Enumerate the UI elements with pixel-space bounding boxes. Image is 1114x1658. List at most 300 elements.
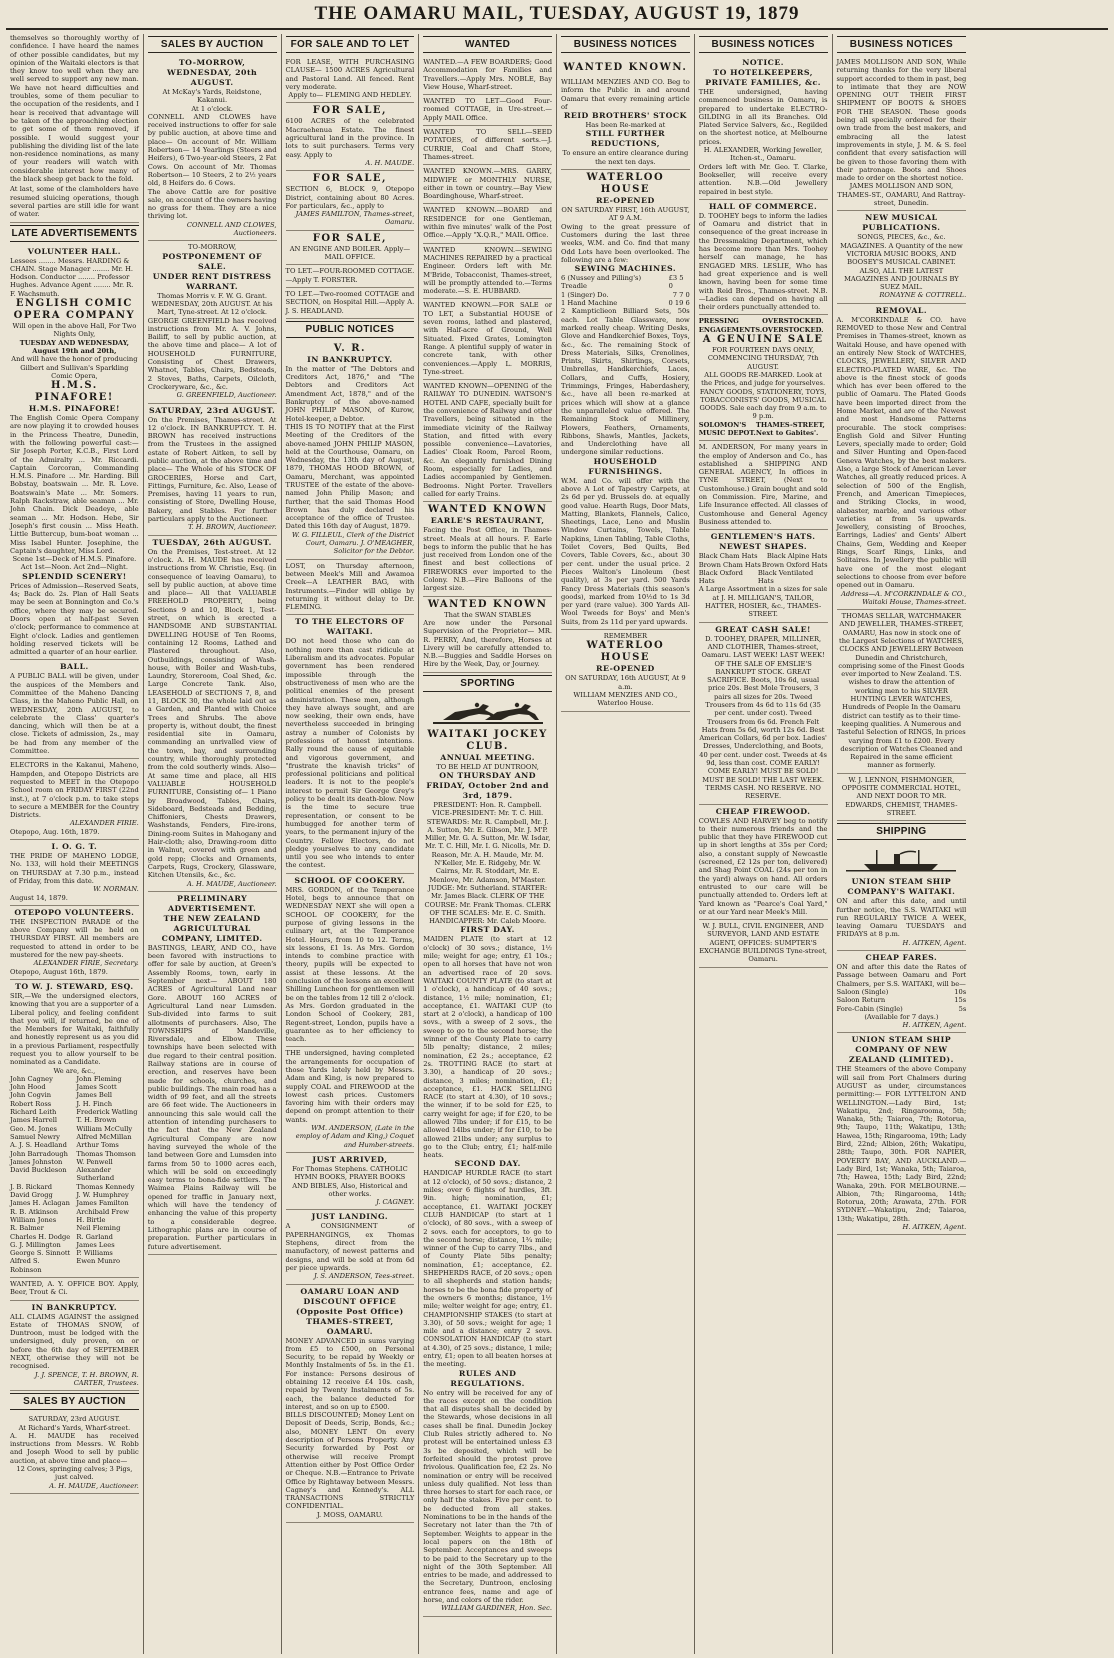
price-row-label: 6 (Nussey and Pilling's) Treadle bbox=[561, 274, 642, 291]
ad-text: TUESDAY AND WEDNESDAY, August 19th and 20th, bbox=[19, 338, 129, 355]
price-row bbox=[561, 291, 690, 299]
ad-text: THE PRIDE OF MAHENO LODGE, No. 133, will hold their MEETINGS on THURSDAY at 7.30 p.m., instead of Friday, from this date. bbox=[10, 852, 139, 885]
ad-wanted: WANTED.—A FEW BOARDERS; Good Accommodation for Families and Travellers.—Apply Mrs. NOBLE, Bay View House, Wharf-street. bbox=[423, 56, 552, 95]
signer-name: W. Penwell bbox=[76, 1157, 113, 1166]
ad-auction bbox=[10, 1413, 139, 1494]
ad-title: VOLUNTEER HALL. bbox=[27, 246, 121, 256]
ad-date: Otepopo, August 16th, 1879. bbox=[10, 967, 108, 976]
signer-name: Richard Leith bbox=[10, 1108, 57, 1117]
ad-text: W. J. LENNON, FISHMONGER, OPPOSITE COMMERCIAL HOTEL, AND NEXT DOOR TO MR. EDWARDS, CHEMIST, THAMES-STREET. bbox=[841, 775, 961, 817]
ad-bankruptcy-notice bbox=[286, 341, 415, 560]
signer-name: Frederick Watling bbox=[76, 1108, 138, 1117]
ad-signature: CONNELL AND CLOWES, Auctioneers. bbox=[186, 220, 277, 238]
ad-text: THE undersigned, having completed the arrangements for occupation of those Yards lately held by Messrs. Adam and King, is now prepared to supply COAL and FIREWOOD at the lowest cash prices. Customers favoring him with their orders may depend on prompt attention to their wants. bbox=[285, 1049, 415, 1124]
ad-title: NOTICE. bbox=[742, 58, 784, 67]
price-row bbox=[561, 299, 690, 307]
ad-title: CHEAP FARES. bbox=[865, 953, 938, 963]
ad-title: WATERLOO HOUSE bbox=[586, 172, 665, 196]
section-heading: SALES BY AUCTION bbox=[148, 36, 277, 53]
ad-signature: J. S. ANDERSON, Tees-street. bbox=[313, 1272, 415, 1281]
section-heading: BUSINESS NOTICES bbox=[699, 36, 828, 53]
ad-text: ALL GOODS RE-MARKED. Look at the Prices, and judge for yourselves. FANCY GOODS, STATIONERY, TOYS, TOBACCONISTS' GOODS, MUSICAL GOODS. Sale each day from 9 a.m. to 9 p.m. bbox=[699, 370, 827, 421]
ad-cookery bbox=[286, 874, 415, 1048]
signer-name: William McCully bbox=[76, 1124, 133, 1133]
ad-title: ENGLISH COMIC OPERA COMPANY bbox=[13, 298, 136, 322]
ad-text: THE Steamers of the above Company will sail from Port Chalmers during AUGUST as under, circumstances permitting:— FOR LYTTELTON AND WELLINGTON.—Lady Bird, 1st; Wakatipu, 2nd; Ringarooma, 5th; Wanaka, 5th; Taiaroa, 7th; Rotorua, 9th; Taupo, 11th; Wakatipu, 13th; Hawea, 15th; Ringarooma, 19th; Lady Bird, 22nd; Albion, 26th; Wakatipu, 28th; Taupo, 30th. FOR NAPIER, POVERTY BAY, AND AUCKLAND.—Lady Bird, 1st; Wanaka, 5th; Taiaroa, 7th; Hawea, 15th; Lady Bird, 22nd; Wanaka, 29th. FOR MELBOURNE.—Albion, 7th; Ringarooma, 14th; Rotorua, 20th; Arawata, 27th. FOR SYDNEY.—Wakatipu, 2nd; Taiaroa, 13th; Wakatipu, 28th. bbox=[836, 1065, 967, 1223]
ad-text: DO not heed those who can do nothing more than cast ridicule at Liberalism and its advocates. Popular government has been rendered impossible through the obstructiveness of men who are the political enemies of the present administration. These men, although they have always sought, and are now seeking, their own ends, have nevertheless succeeded in bringing astray a number of Colonists by professions of honest intentions. Rally round the cause of equitable and vigorous government, and "frustrate the knavish tricks" of professional politicians and political leaders. It is not to the people's interest to permit Sir George Grey's policy to be dealt its death-blow. Now is the time to secure true representation, or consent to be humbugged for another term of years, to the permanent injury of the Country. Fellow Electors, do not pledge yourselves to any candidate until you see who intends to enter the contest. bbox=[285, 637, 415, 870]
signer-name: Alfred McMillan bbox=[76, 1132, 132, 1141]
ad-title: TO W. J. STEWARD, ESQ. bbox=[15, 981, 134, 991]
ad-signature: RONAYNE & COTTRELL. bbox=[879, 291, 967, 300]
ad-electors bbox=[10, 759, 139, 840]
hat-row-label: Black Cham Hats bbox=[698, 552, 758, 561]
ad-title: OAMARU LOAN AND DISCOUNT OFFICE (Opposite Post Office) THAMES-STREET, OAMARU. bbox=[296, 1286, 404, 1336]
ad-title: PRELIMINARY ADVERTISEMENT. bbox=[168, 893, 257, 913]
ad-title: WANTED KNOWN bbox=[427, 598, 548, 610]
section-heading: LATE ADVERTISEMENTS bbox=[10, 225, 139, 242]
ad-text: JAMES MOLLISON AND SON, While returning thanks for the very liberal support accorded to them in past, beg to intimate that they are NOW OPENING OUT THEIR FIRST SHIPMENT OF BOOTS & SHOES FOR THE SEASON. These goods being all specially ordered for their own trade from the best makers, and embracing all the latest improvements in style, J. M. & S. feel confident that every satisfaction will be given to those favoring them with their patronage. Boots and Shoes made to order on the shortest notice. bbox=[836, 58, 967, 183]
ad-text: The English Comic Opera Company are now playing it to crowded houses in the Princess Theatre, Dunedin, with the following powerful cast:— Sir Joseph Porter, K.C.B., First Lord of the Admiralty ... Mr. Riccardi. Captain Corcoran, Commanding H.M.S. Pinafore ... Mr. Harding. Bill Bobstay, boatswain ... Mr. R. Love. Boatswain's Mate ... Mr. Somers. Ralph Rackstraw, able seaman ... Mr. John Chain. Dick Deadeye, able seaman ... Mr. Hodson. Hebe, Sir Joseph's first cousin ... Miss Heath. Little Buttercup, bum-boat woman ... Miss Isabel Hunter. Josephine, the Captain's daughter, Miss Lord. bbox=[10, 414, 139, 555]
ad-title: HOUSEHOLD FURNISHINGS. bbox=[588, 456, 663, 476]
ad-date: Otepopo, Aug. 16th, 1879. bbox=[10, 827, 100, 836]
ad-text: Owing to the great pressure of Customers during the last three weeks, W.M. and Co. find that many Odd Lots have been overlooked. The following are a few: bbox=[561, 222, 690, 264]
ad-signature: W. G. FILLEUL, Clerk of the District Court, Oamaru. J. O'MEAGHER, Solicitor for the Debtor. bbox=[291, 530, 415, 556]
signer-name: Charles H. Dodge bbox=[10, 1232, 71, 1241]
signer-name: John Hood bbox=[10, 1083, 46, 1092]
ad-signature: J. MOSS, OAMARU. bbox=[316, 1510, 383, 1519]
signer-name: David Grogg bbox=[10, 1191, 53, 1200]
signer-name: Archibald Frew bbox=[76, 1207, 129, 1216]
section-heading: FOR SALE AND TO LET bbox=[286, 36, 415, 53]
signer-name: Samuel Newry bbox=[10, 1132, 60, 1141]
hat-row-label: Brown Cham Hats bbox=[698, 560, 761, 569]
price-row-value: 0 19 6 bbox=[668, 299, 690, 308]
ad-text: On the Premises, Thames-street. At 12 o'clock. IN BANKRUPTCY. T. H. BROWN has received instructions from the Trustees in the assigned estate of Robert Aitken, to sell by public auction, at the above time and place— The Whole of his STOCK OF GROCERIES, Horse and Cart, Fittings, Furniture, &c. Also, Lease of Premises, having 11 years to run, consisting of Store, Dwelling House, Bakery, and Stables. For further particulars apply to the Auctioneer. bbox=[147, 415, 277, 524]
ad-waitaki-steamer bbox=[837, 843, 967, 951]
ad-text: LOST, on Thursday afternoon, between Meek's Mill and Awamoa Creek—A LEATHER BAG, with Instruments.—Finder will oblige by returning it without delay to Dr. FLEMING. bbox=[285, 561, 415, 612]
ad-title: SATURDAY, 23rd AUGUST. bbox=[148, 405, 276, 415]
ad-title: RULES AND REGULATIONS. bbox=[450, 1368, 525, 1388]
ad-title: NEWEST SHAPES. bbox=[719, 542, 808, 552]
hat-row-value: Brown Oxford Hats bbox=[761, 560, 828, 569]
ad-signature: J. J. SPENCE, T. H. BROWN, R. CARTER, Trustees. bbox=[34, 1370, 139, 1387]
ad-text: A CONSIGNMENT of PAPERHANGINGS, ex Thomas Stephens, direct from the manufactory, of newest patterns and designs, and will be sold at from 6d per piece upwards. bbox=[285, 1222, 415, 1272]
ad-signature: JAMES MOLLISON AND SON, THAMES-ST., OAMARU, And Rattray-street, Dunedin. bbox=[837, 182, 966, 208]
section-heading: BUSINESS NOTICES bbox=[837, 36, 967, 53]
ad-volunteer-hall bbox=[10, 245, 139, 661]
ad-text: CONNELL AND CLOWES have received instructions to offer for sale by public auction, at above time and place— On account of Mr. William Robertson— 14 Yearlings (Steers and Heifers), 6 Two-year-old Steers, 2 Fat Cows. On account of Mr. Thomas Robertson— 10 Steers, 2 to 2½ years old, 8 Heifers do. 6 Cows. bbox=[147, 112, 277, 188]
ad-text: SIR,—We the undersigned electors, knowing that you are a supporter of a Liberal policy, and feeling confident that you will, if returned, be one of the Members for Waitaki, faithfully and honestly represent us as you did in a previous Parliament, respectfully request you to allow yourself to be nominated as a Candidate. bbox=[10, 991, 139, 1067]
ad-title: RE-OPENED bbox=[596, 196, 655, 206]
ad-text: Facing the Post Office, in Thames-street. Meals at all hours. F. Earle begs to inform the public that he has just received from London one of the finest and best collections of FIREWORKS ever imported to the Colony. N.B.—Fire Balloons of the largest size. bbox=[423, 526, 552, 593]
ad-text: ON and after this date the Rates of Passage between Oamaru and Port Chalmers, per S.S. WAITAKI, will be— bbox=[836, 963, 967, 988]
signer-name: A. J. S. Headland bbox=[10, 1141, 67, 1150]
ad-title: IN BANKRUPTCY. bbox=[307, 354, 393, 364]
ad-great-cash-sale bbox=[699, 623, 828, 805]
hat-row bbox=[699, 569, 828, 586]
fare-row bbox=[837, 996, 967, 1004]
masthead: THE OAMARU MAIL, TUESDAY, AUGUST 19, 1879 bbox=[6, 0, 1108, 30]
ad-wanted: WANTED TO LET—Good Four-roomed COTTAGE, in Ure-street.—Apply MAIL Office. bbox=[423, 95, 552, 126]
signer-name: William Jones bbox=[10, 1215, 57, 1224]
ad-text: D. TOOHEY begs to inform the ladies of Oamaru and district that in consequence of the great increase in the Dressmaking Department, which has become more than Mrs. Toohey herself can manage, he has ENGAGED MRS. LESLIE, Who has had great experience and is well known, having been for some time with Reid Bros., Thames-street. N.B.—Ladies can depend on having all their orders punctually attended to. bbox=[698, 211, 828, 312]
ad-text: COWLES AND HARVEY beg to notify to their numerous friends and the public that they have FIREWOOD cut up in short lengths at 35s per Cord; also, a constant supply of Newcastle (screened, £2 12s per ton, delivered) and Shag Point COAL (24s per ton in the yard) always on hand. All orders entrusted to our care will be punctually attended to. Orders left at Yard known as "Pearce's Coal Yard," or at our Yard near Meek's Mill. bbox=[698, 816, 828, 916]
ad-volunteers bbox=[10, 906, 139, 980]
ad-text: TO LET.—FOUR-ROOMED COTTAGE. —Apply T. FORSTER. bbox=[285, 267, 415, 284]
ad-to-let-1 bbox=[286, 265, 415, 288]
ad-date: TO-MORROW, bbox=[188, 243, 237, 252]
ad-wanted-boy bbox=[10, 1278, 139, 1301]
signer-name: R. Balmer bbox=[10, 1224, 44, 1233]
ad-signature: Apply to— FLEMING AND HEDLEY. bbox=[288, 91, 412, 100]
ad-text: TO LET.—Two-roomed COTTAGE and SECTION, on Hospital Hill.—Apply A. J. S. HEADLAND. bbox=[285, 289, 415, 315]
ad-title: JUST ARRIVED, bbox=[312, 1154, 388, 1164]
ad-waterloo-house bbox=[561, 170, 690, 630]
ad-signature: T. H. BROWN, Auctioneer. bbox=[188, 523, 277, 532]
fare-list bbox=[837, 988, 967, 1013]
signer-name: J. B. Rickard bbox=[10, 1182, 53, 1191]
signer-name: Thomas Kennedy bbox=[76, 1182, 135, 1191]
hat-row-value: Black Alpine Hats bbox=[766, 552, 828, 561]
ad-title: A GENUINE SALE bbox=[702, 334, 824, 346]
ad-title: SECOND DAY. bbox=[454, 1159, 521, 1169]
ad-text: We are, &c., bbox=[53, 1066, 96, 1075]
signer-name: Robert Ross bbox=[10, 1099, 52, 1108]
ad-title: STILL FURTHER REDUCTIONS, bbox=[585, 129, 666, 149]
signer-name: J. H. Finch bbox=[76, 1099, 113, 1108]
ad-text: MAIDEN PLATE (to start at 12 o'clock) of 30 sovs.; distance, 1½ mile; weight for age; entry, £1 10s.; open to all horses that have not won an advertised race of 20 sovs. WAITAKI COUNTY PLATE (to start at 1 o'clock), a handicap of 40 sovs.; distance, 1½ mile; nomination, £1; acceptance, £1. WAITAKI CUP (to start at 2 o'clock), a handicap of 100 sovs., with a sweep of 2 sovs., the sweep to go to the second horse; the winner of the County Plate to carry 5lb penalty; distance, 2 miles; nomination, £2 2s.; acceptance, £2 2s. TROTTING RACE (to start at 3.30), a handicap of 20 sovs.; distance, 3 miles; nomination, £1; acceptance, £1. HACK SELLING RACE (to start at 4.30), of 10 sovs.; the winner, if to be sold for £25, to carry weight for age; if for £20, to be allowed 7lbs under; if for £15, to be allowed 14lbs under; if for £10, to be allowed 21lbs under; any surplus to go to the Club; entry, £1; half-mile heats. bbox=[423, 935, 552, 1160]
ad-loan-office bbox=[286, 1285, 415, 1524]
article-text: At last, some of the clamholders have resumed sluicing operations, though several parties are still idle for want of water. bbox=[10, 183, 139, 222]
fare-row-label: Fore-Cabin (Single) bbox=[836, 1004, 903, 1013]
ad-title: FOR SALE, bbox=[312, 173, 387, 185]
ad-title: OTEPOPO VOLUNTEERS. bbox=[14, 907, 135, 917]
price-row-label: 1 Hand Machine bbox=[561, 299, 618, 308]
signer-name: Alfred S. Robinson bbox=[10, 1257, 42, 1274]
signer-name: P. Williams bbox=[76, 1249, 113, 1258]
article-text: themselves so thoroughly worthy of confidence. I have heard the names of other possible candidates, but my opinion of the Waitaki electors is that they know too well when they are well served to support any new man. We have not heard difficulties and troubles, some of them peculiar to the occupation of the residents, and I hear is received that advantage will be taken of the approaching election to get some of them removed, if possible. I would suggest your publishing the dividing list of the late non-residence nominations, as many of your readers will watch with considerable interest how many of the black sheep get back to the fold. bbox=[10, 34, 139, 184]
ad-text: SONGS, PIECES, &c., &c. MAGAZINES. A Quantity of the new VICTORIA MUSIC BOOKS, AND BOOSEY'S MUSICAL CABINET. ALSO, ALL THE LATEST MAGAZINES AND JOURNALS BY SUEZ MAIL. bbox=[840, 233, 963, 292]
ad-removal bbox=[837, 304, 967, 610]
ad-signature: JAMES FAMILTON, Thames-street, Oamaru. bbox=[295, 210, 415, 227]
column-6 bbox=[695, 34, 833, 1654]
ad-swan-stables bbox=[423, 597, 552, 673]
columns bbox=[6, 34, 1108, 1654]
signer-name: John Barradough bbox=[10, 1149, 68, 1158]
ad-text: D. TOOHEY, DRAPER, MILLINER, AND CLOTHIER, Thames-street, Oamaru. LAST WEEK! LAST WEEK! OF THE SALE OF EMSLIE'S BANKRUPT STOCK. GREAT SACRIFICE. Boots, 10s 6d, usual price 20s. Best Mole Trousers, 3 pairs all sizes for 20s. Tweed Trousers from 4s 6d to 11s 6d (35 per cent. under cost). Tweed Trousers from 6s 6d. French Felt Hats from 5s 6d, worth 12s 6d. Best American Collars, 6d per box. Ladies' Dresses, Underclothing, and Boots, 40 per cent. under cost. Tweeds at 4s 9d, less than cost. COME EARLY! COME EARLY! MUST BE SOLD! MUST BE SOLD! THE LAST WEEK. TERMS CASH. NO RESERVE. NO RESERVE. bbox=[699, 634, 827, 801]
ad-text: PRESIDENT: Hon. R. Campbell. VICE-PRESIDENT: Mr. T. C. Hill. STEWARDS: Mr. R. Campbell, Mr. J. A. Sutton, Mr. E. Gibson, Mr. J. M'P. Miller, Mr. G. A. Sutton, Mr. W. Isdar, Mr. T. C. Hill, Mr. I. G. Nicolls, Mr. D. Reason, Mr. A. H. Maude, Mr. M. N'Keller, Mr. E. Ridgeby, Mr. W. Cairns, Mr. R. Stoddart, Mr. E. Menlove, Mr. Adamson, M'Master. JUDGE: Mr. Sutherland. STARTER: Mr. James Black. CLERK OF THE COURSE: Mr. Frank Thomas. CLERK OF THE SCALES: Mr. E. C. Smith. HANDICAPPER: Mr. Caleb Moore. bbox=[424, 801, 551, 926]
ad-bull bbox=[699, 920, 828, 967]
price-row-value: £3 5 0 bbox=[668, 274, 684, 291]
ad-signature: Address—A. M'CORKINDALE & CO., Waitaki House, Thames-street. bbox=[841, 589, 967, 606]
ad-signature: ALEXANDER FIRIE, Secretary. bbox=[33, 959, 139, 968]
signer-name: Geo. M. Jones bbox=[10, 1124, 57, 1133]
ad-text: OVERSTOCKED. OVERSTOCKED. bbox=[762, 317, 824, 334]
ad-just-landing bbox=[286, 1210, 415, 1284]
ad-lennon bbox=[837, 774, 967, 821]
ad-text: FOR LEASE, WITH PURCHASING CLAUSE— 1500 ACRES Agricultural and Pastoral Land. All fenced. Rent very moderate. bbox=[285, 58, 415, 91]
hat-row-value: Black Ventilated Hats bbox=[757, 568, 814, 586]
ad-title: TO THE ELECTORS OF WAITAKI. bbox=[295, 617, 405, 637]
ad-for-sale-3 bbox=[286, 231, 415, 266]
ad-wanted: WANTED KNOWN.—BOARD and RESIDENCE for one Gentleman, within five minutes' walk of the Post Office.—Apply "X.Q.R.," MAIL Office. bbox=[423, 204, 552, 243]
ad-signature: W. NORMAN. bbox=[93, 885, 139, 894]
signer-name: Alexander Sutherland bbox=[76, 1166, 115, 1183]
ad-lease bbox=[286, 56, 415, 103]
ad-text: Thomas Morris v. F. W. G. Grant. WEDNESDAY, 20th AUGUST. At his Mart, Tyne-street. At 12 o'clock. bbox=[151, 291, 273, 317]
hat-list bbox=[699, 552, 828, 585]
ad-text: PRESSING ENGAGEMENTS. bbox=[698, 317, 763, 334]
ad-title: ON THURSDAY AND FRIDAY, October 2nd and 3rd, 1879. bbox=[426, 771, 549, 800]
racehorse-icon bbox=[433, 700, 543, 726]
section-heading: PUBLIC NOTICES bbox=[286, 321, 415, 338]
ad-wanted: WANTED KNOWN.—SEWING MACHINES REPAIRED by a practical Engineer. Orders left with Mr. M'Bride, Tobacconist, Thames-street, will be promptly attended to.—Terms moderate.—S. E. HUBBARD. bbox=[423, 244, 552, 300]
ad-title: SEWING MACHINES. bbox=[574, 264, 677, 274]
ad-text: A Large Assortment in a sizes for sale at J. H. MILLIGAN'S, TAILOR, HATTER, HOSIER, &c., THAMES-STREET. bbox=[698, 585, 828, 619]
ad-signature: WILLIAM GARDINER, Hon. Sec. bbox=[441, 1604, 552, 1613]
ad-to-let-2 bbox=[286, 288, 415, 319]
ad-musical bbox=[837, 211, 967, 303]
ad-iogt bbox=[10, 840, 139, 906]
ad-just-arrived bbox=[286, 1153, 415, 1210]
ad-title: GREAT CASH SALE! bbox=[715, 624, 811, 634]
ad-title: REID BROTHERS' STOCK bbox=[563, 111, 687, 121]
ad-text: A. H. MAUDE has received instructions from Messrs. W. Robb and Joseph Wood to sell by public auction, at above time and place— bbox=[10, 1431, 139, 1465]
ad-sellar bbox=[837, 610, 967, 774]
ad-signature: H. AITKEN, Agent. bbox=[902, 1021, 967, 1030]
ad-text: MRS. GORDON, of the Temperance Hotel, begs to announce that on WEDNESDAY NEXT she will open a SCHOOL OF COOKERY, for the purpose of giving lessons in the culinary art, at the Temperance Hotel. Hours, from 10 to 12. Terms, six lessons, £1 1s. As Mrs. Gordon intends to combine practice with theory, pupils will be expected to assist at these lessons. At the conclusion of the lessons an excellent Shilling Luncheon for gentlemen will be on the tables from 12 till 2 o'clock. As Mrs. Gordon graduated in the London School of Cookery, 281, Regent-street, London, pupils have a guarantee as to her efficiency to teach. bbox=[285, 885, 415, 1044]
ad-text: WANTED, A. Y. OFFICE BOY. Apply, Beer, Trout & Ci. bbox=[10, 1280, 139, 1297]
ad-text: M. ANDERSON, For many years in the employ of Anderson and Co., has established a SHIPPING AND GENERAL AGENCY, In offices in TYNE STREET, (Next to Customhouse.) Grain bought and sold on Commission. Fire, Marine, and Life Insurance effected. All classes of Customhouse and General Agency Business attended to. bbox=[698, 443, 828, 526]
ad-title: TO HOTELKEEPERS, PRIVATE FAMILIES, &c. bbox=[705, 68, 822, 87]
ad-title: NEW MUSICAL PUBLICATIONS. bbox=[862, 213, 941, 233]
ad-wanted: WANTED KNOWN.—MRS. GARRY, MIDWIFE or MONTHLY NURSE, either in town or country.—Bay View Boardinghouse, Wharf-street. bbox=[423, 165, 552, 204]
ad-text: SOLOMON'S MUSIC DEPOT. bbox=[698, 420, 756, 437]
signer-name: James H. Aclagan bbox=[10, 1199, 70, 1208]
ad-title: WANTED KNOWN. bbox=[563, 62, 688, 73]
ad-title: I. O. G. T. bbox=[51, 842, 98, 852]
ad-signature: J. CAGNEY. bbox=[376, 1198, 415, 1207]
ad-auction-3 bbox=[148, 404, 277, 536]
ad-steward bbox=[10, 980, 139, 1278]
ad-for-sale-2 bbox=[286, 171, 415, 230]
signer-name: James Lees bbox=[76, 1240, 115, 1249]
ad-title: FOR SALE, bbox=[312, 105, 387, 117]
ad-waterloo-reopened bbox=[561, 630, 690, 711]
section-heading: WANTED bbox=[423, 36, 552, 53]
ad-text: That the SWAN STABLES bbox=[444, 610, 532, 619]
ad-text: In the matter of "The Debtors and Creditors Act, 1876," and "The Debtors and Creditors Act Amendment Act, 1878," and of the Bankruptcy of the above-named JOHN PHILIP MASON, of Kurow, Hotel-keeper, a Debtor. bbox=[285, 364, 415, 423]
ad-text: ELECTORS in the Kakanui, Maheno, Hampden, and Otepopo Districts are requested to MEET in the Otepopo School room on FRIDAY FIRST (22nd inst.), at 7 o'clock p.m. to take steps to secure a MEMBER for the Country Districts. bbox=[10, 761, 139, 820]
ad-signature: G. GREENFIELD, Auctioneer. bbox=[176, 391, 277, 400]
ad-text: A PUBLIC BALL will be given, under the auspices of the Members and Committee of the Maheno Dancing Class, in the Maheno Public Hall, on WEDNESDAY, 20th AUGUST, to celebrate the Class' quarter's dancing, which will then be at a close. Tickets of admission, 2s., may be had from any member of the Committee. bbox=[10, 672, 139, 756]
ad-text: A. M'CORKINDALE & CO. have REMOVED to those New and Central Premises in Thames-street, known as Waitaki House, and have opened with an entirely New Stock of WATCHES, CLOCKS, JEWELLERY, SILVER AND ELECTRO-PLATED WARE, &c. The above is the finest stock of goods which has ever been offered to the public of Oamaru. The Plated Goods have been imported direct from the Home Market, and are of the Newest and most Handsome Patterns procurable. The stock comprises: English Gold and Silver Hunting Levers, specially made to order; Gold and Silver Hunting and Open-faced Geneva Watches, by the best makers. Also, a large Stock of American Lever Watches, all greatly reduced prices. A selection of 500 of the English, French, and American Timepieces, and Striking Clocks, in wood, alabaster, marble, and various other varieties at from 5s upwards. Jewellery, consisting of Brooches, Earrings, Ladies' and Gents' Albert Chains, Gem, Wedding and Keeper Rings, Scarf Rings, Links, and Solitaires. In Jewellery the public will have one of the most elegant selections to choose from ever before opened out in Oamaru. bbox=[836, 315, 967, 590]
ad-text: AN ENGINE AND BOILER. Apply— MAIL OFFICE. bbox=[289, 244, 411, 262]
ad-title: IN BANKRUPTCY. bbox=[31, 1302, 118, 1312]
ad-title: UNDER RENT DISTRESS WARRANT. bbox=[152, 271, 272, 291]
ad-text: THOMAS SELLAR, WATCHMAKER AND JEWELLER, THAMES-STREET, OAMARU, Has now in stock one of the Largest Selections of WATCHES, CLOCKS AND JEWELLERY Between Dunedin and Christchurch, comprising some of the Finest Goods ever imported to New Zealand. T.S. wishes to draw the attention of working men to his SILVER HUNTING LEVER WATCHES, Hundreds of People In the Oamaru district can testify as to their time-keeping qualities. A Numerous and Tasteful Selection of RINGS, In prices varying from £1 to £200. Every description of Watches Cleaned and Repaired in the same efficient manner as formerly. bbox=[837, 612, 966, 770]
signer-name: John Cagney bbox=[10, 1074, 53, 1083]
ad-union-steamship bbox=[837, 1033, 967, 1235]
fare-row-label: Saloon Return bbox=[836, 996, 886, 1005]
signer-name: Thomas Thomson bbox=[76, 1149, 136, 1158]
column-3 bbox=[282, 34, 420, 1654]
ad-text: The above Cattle are for positive sale, on account of the owners having no grass for them. They are a nice thriving lot. bbox=[147, 187, 277, 221]
column-4 bbox=[419, 34, 557, 1654]
ad-signature: H. AITKEN, Agent. bbox=[902, 938, 967, 947]
ad-text: BILLS DISCOUNTED; Money Lent on Deposit of Deeds, Scrip, Bonds, &c.; also, MONEY LENT On every description of Persons Property. Any Security forwarded by Post or otherwise will receive Prompt Attention either by Post Office Order or Cheque. N.B.—Entrance to Private Office by Rightaway between Messrs. Cagney's and Kennedy's. ALL TRANSACTIONS STRICTLY CONFIDENTIAL. bbox=[285, 1411, 415, 1511]
signer-name: Neil Fleming bbox=[76, 1224, 121, 1233]
ad-hats bbox=[699, 530, 828, 622]
ad-title: H.M.S. PINAFORE! bbox=[28, 404, 120, 414]
ad-signature: A. H. MAUDE, Auctioneer. bbox=[49, 1481, 139, 1490]
ad-date: August 14, 1879. bbox=[10, 893, 68, 902]
ad-signature: H. AITKEN, Agent. bbox=[902, 1223, 967, 1232]
ad-title: SPLENDID SCENERY! bbox=[22, 571, 127, 581]
ad-signature: ALEXANDER FIRIE. bbox=[70, 819, 139, 828]
signer-name: David Buckleson bbox=[10, 1166, 67, 1175]
ad-title: JUST LANDING. bbox=[311, 1212, 389, 1222]
ad-text: BASTINGS, LEARY, AND CO., have been favored with instructions to offer for sale by auction, at Green's Assembly Rooms, town, early in September next— ABOUT 180 ACRES of Agricultural Land near Gore. ABOUT 160 ACRES of Agricultural Land near Lumsden. Sub-divided into farms to suit allotments of purchasers. Also, The TOWNSHIPS of Mandeville, Riversdale, and Elbow. These townships have been selected with due regard to their central position. Railway stations are in course of erection, and reserves have been made for schools, churches, and public buildings. The main road has a width of 99 feet, and all the streets are 66 feet wide. The Auctioneers in announcing this sale would call the attention of intending purchasers to the fact that the New Zealand Agricultural Company are now having surveyed the whole of the land between Gore and Lumsden into farms from 50 to 1000 acres each, which will be sold on exceedingly easy terms to bona-fide settlers. The Waimea Plains Railway will be opened for traffic in January next, which will have the tendency of enhancing the value of this property to a considerable degree. Lithographic plans are in course of preparation. Further particulars in future advertisement. bbox=[147, 943, 277, 1251]
ad-text: ON SATURDAY FIRST, 16th AUGUST, AT 9 A.M. bbox=[561, 206, 690, 223]
ad-text: For Thomas Stephens. CATHOLIC HYMN BOOKS, PRAYER BOOKS AND BIBLES, Also, Historical and other works. bbox=[292, 1164, 408, 1198]
ad-text: At McKay's Yards, Reidstone, Kakanui. bbox=[162, 88, 262, 105]
hat-row bbox=[699, 561, 828, 569]
fare-row bbox=[837, 988, 967, 996]
fare-row-label: Saloon (Single) bbox=[836, 987, 889, 996]
ad-title: UNION STEAM SHIP COMPANY'S WAITAKI. bbox=[847, 877, 956, 897]
ad-title: FIRST DAY. bbox=[460, 925, 515, 935]
ad-solomons bbox=[699, 315, 828, 441]
signer-name: James Familton bbox=[76, 1199, 129, 1208]
ad-text: GEORGE GREENFIELD has received instructions from Mr. A. V. Johns, Bailiff, to sell by public auction, at the above time and place— A lot of HOUSEHOLD FURNITURE, Consisting of Chest Drawers, Whatnot, Tables, Chairs, Bedsteads, 2 Stoves, Baths, Carpets, Oilcloth, Crockeryware, &c., &c. bbox=[147, 316, 277, 391]
ad-text: Are now under the Personal Supervision of the Proprietor— MR. R. PERRY, And, therefore, Horses at Livery will be carefully attended to. N.B.—Buggies and Saddle Horses on Hire by the Week, Day, or Journey. bbox=[423, 618, 552, 669]
signer-list bbox=[10, 1075, 139, 1274]
ad-title: HALL OF COMMERCE. bbox=[709, 201, 818, 211]
signer-name: James Scott bbox=[76, 1083, 117, 1092]
ad-text: And will have the honor of producing Gilbert and Sullivan's Sparkling Comic Opera, bbox=[11, 355, 138, 380]
ad-earles-restaurant bbox=[423, 502, 552, 596]
ad-text: To ensure an entire clearance during the next ten days. bbox=[562, 149, 689, 166]
price-row-value: 7 7 0 bbox=[672, 290, 690, 299]
ad-text: W.M. and Co. will offer with the above A Lot of Tapestry Carpets, at 2s 6d per yd. Brussels do. at equally good value. Hearth Rugs, Door Mats, Matting, Blankets, Flannels, Calico, Sheetings, Lace, Leno and Muslin Window Curtains, Towels, Table Napkins, Linen Tabling, Table Cloths, Toilet Covers, Bed Quilts, Bed Covers, Table Covers, &c., about 30 per cent. under the usual price. 2 Pieces Walton's Linoleum (best quality), at 3s per yard. 500 Yards Fancy Dress Materials (this season's goods), marked from 10½d to 1s 3d per yard (rare value). 300 Yards All-Wool Tweeds for Boys' and Men's Suits, from 2s 11d per yard upwards. bbox=[561, 476, 690, 626]
ad-text: TO BE HELD AT DUNTROON, bbox=[436, 762, 539, 771]
ad-text: ON and after this date, and until further notice, the S.S. WAITAKI will run REGULARLY TWICE A WEEK, leaving Oamaru TUESDAYS and FRIDAYS at 8 p.m. bbox=[836, 897, 967, 939]
hat-row-label: Black Oxford Hats bbox=[698, 568, 743, 586]
ad-text: No entry will be received for any of the races except on the condition that all disputes shall be decided by the Stewards, whose decisions in all cases shall be final. Dunedin Jockey Club Rules strictly adhered to. No protest will be entertained unless £3 3s be deposited, which will be forfeited should the protest prove frivolous. Qualification fee, £2 2s. No nomination or entry will be received unless duly qualified. Not less than three horses to start for each race, or only half the stakes. Five per cent. to be deducted from all stakes. Nominations to be in the hands of the Secretary not later than the 7th of September. Weights to appear in the local papers on the 18th of September. Acceptances and sweeps to be paid to the Secretary up to the night of the 30th September. All entries to be made, and addressed to the Secretary, Duntroon, enclosing entrance fees, name and age of horse, and colors of the rider. bbox=[423, 1388, 552, 1605]
ad-lost bbox=[286, 560, 415, 616]
ad-title: UNION STEAM SHIP COMPANY OF NEW ZEALAND (LIMITED). bbox=[848, 1035, 954, 1065]
ad-title: THE NEW ZEALAND AGRICULTURAL COMPANY, LIMITED. bbox=[161, 913, 263, 943]
signer-name: G. J. Millington bbox=[10, 1240, 61, 1249]
ad-title: H.M.S. PINAFORE! bbox=[35, 380, 114, 404]
ad-title: TO-MORROW, WEDNESDAY, 20th AUGUST. bbox=[167, 58, 258, 87]
ad-hall-of-commerce bbox=[699, 200, 828, 316]
ad-title: CHEAP FIREWOOD. bbox=[715, 806, 811, 816]
ad-text: REMEMBER bbox=[603, 632, 648, 641]
ad-text: Lessees ........ Messrs. HARDING & CHAIN. Stage Manager ........ Mr. H. Hodson. Conductor ........ Professor Hughes. Advance Agent ........ Mr. R. F. Wachsmuth. bbox=[10, 256, 134, 298]
ad-signature: WILLIAM MENZIES AND CO., Waterloo House. bbox=[573, 690, 678, 708]
signer-name: James Bell bbox=[76, 1091, 113, 1100]
ad-text: HANDICAP HURDLE RACE (to start at 12 o'clock), of 50 sovs.; distance, 2 miles; over 6 flights of hurdles, 3ft. 9in. high; nomination, £1; acceptance, £1. WAITAKI JOCKEY CLUB HANDICAP (to start at 1 o'clock), of 80 sovs., with a sweep of 2 sovs. each for acceptors, to go to the second horse; distance, 1¾ mile; winner of the Cup to carry 7lbs., and of County Plate 5lbs penalty; nomination, £1; acceptance, £2. SHEPHERDS RACE, of 20 sovs.; open to all shepherds and station hands; horses to be the bona fide property of the owners 6 months; distance, 1½ mile; welter weight for age; entry, £1. CHAMPIONSHIP STAKES (to start at 3.30), of 50 sovs.; weight for age; 1 mile and a distance; entry 2 sovs. CONSOLATION HANDICAP (to start at 4.30), of 25 sovs.; distance, 1 mile; entry, £1; open to all beaten horses at the meeting. bbox=[423, 1169, 552, 1369]
price-list bbox=[561, 274, 690, 307]
ad-title: WAITAKI JOCKEY CLUB. bbox=[427, 728, 548, 752]
signer-name: John Fleming bbox=[76, 1074, 122, 1083]
fare-row bbox=[837, 1005, 967, 1013]
ad-for-sale-1 bbox=[286, 103, 415, 171]
ad-title: RE-OPENED bbox=[596, 664, 655, 674]
signer-name: George S. Sinnott bbox=[10, 1249, 71, 1258]
ad-cheap-firewood bbox=[699, 805, 828, 921]
ad-title: EARLE'S RESTAURANT, bbox=[430, 516, 545, 526]
section-heading: BUSINESS NOTICES bbox=[561, 36, 690, 53]
hat-row bbox=[699, 552, 828, 560]
ad-wanted: WANTED KNOWN—OPENING of the RAILWAY TO DUNEDIN. WATSON'S HOTEL AND CAFE, specially built for the convenience of Railway and other Travellers, being situated in the immediate vicinity of the Railway Station, and fitted with every possible convenience—Lavatories, Ladies' Cloak Room, Parcel Room, &c. An elegantly furnished Dining Room, especially for Ladies, and Ladies accompanied by Gentlemen. Bedrooms. Night Porter. Travellers called for early Trains. bbox=[423, 380, 552, 502]
price-row-label: 1 (Singer) Do. bbox=[561, 290, 609, 299]
ad-title: WATERLOO HOUSE bbox=[586, 640, 665, 664]
ad-auction-4 bbox=[148, 536, 277, 892]
signer-name: R. B. Atkinson bbox=[10, 1207, 59, 1216]
ad-text: Orders left with Mr. Geo. T. Clarke, Bookseller, will receive every attention. N.B.—Old Jewellery repaired in best style. bbox=[698, 162, 828, 196]
section-heading: SPORTING bbox=[423, 675, 552, 692]
ad-text: (Available for 7 days.) bbox=[864, 1012, 939, 1021]
column-2 bbox=[144, 34, 282, 1654]
ad-text: Prices of Admission—Reserved Seats, 4s; Back do. 2s. Plan of Hall Seats may be seen at Bonnington and Co.'s office, where they may be secured. Doors open at half-past Seven o'clock; performance to commence at Eight o'clock. Ladies and gentlemen holding reserved tickets will be admitted a quarter of an hour earlier. bbox=[10, 581, 139, 657]
ad-text: At Richard's Yards, Wharf-street. bbox=[18, 1423, 131, 1432]
ad-title: TUESDAY, 26th AUGUST. bbox=[152, 537, 272, 547]
ad-text: Scene 1st—Deck of H.M.S. Pinafore. Act 1st—Noon. Act 2nd—Night. bbox=[12, 555, 137, 572]
ad-text: THE INSPECTION PARADE of the above Company will be held on THURSDAY FIRST. All members are requested to attend in order to be mustered for the new pay-sheets. bbox=[10, 917, 139, 960]
ad-text: ON SATURDAY, 16th AUGUST, At 9 a.m. bbox=[565, 674, 686, 691]
column-5 bbox=[557, 34, 695, 1654]
ad-text: 6100 ACRES of the celebrated Macraehenua Estate. The finest agricultural land in the province. In lots to suit purchasers. Terms very easy. Apply to bbox=[285, 117, 415, 159]
signer-name: John Cogvin bbox=[10, 1091, 52, 1100]
signer-name: H. Birtle bbox=[76, 1215, 106, 1224]
column-7 bbox=[833, 34, 971, 1654]
ad-coal bbox=[286, 1047, 415, 1153]
ad-text: MONEY ADVANCED in sums varying from £5 to £500, on Personal Security, to be repaid by Weekly or Monthly Instalments of 5s. in the £1. For instance: Persons desirous of obtaining 12 receive £4 10s. cash, repaid by Twenty Instalments of 5s. each, the balance deducted for interest, and so on up to £500. bbox=[285, 1336, 415, 1411]
ad-bankruptcy bbox=[10, 1301, 139, 1392]
ad-electro-gilding bbox=[699, 56, 828, 200]
ad-menzies bbox=[561, 56, 690, 170]
ad-wanted: WANTED KNOWN.—FOR SALE or TO LET, a Substantial HOUSE of seven rooms, lathed and plastered, with Half-acre of Ground, Well Situated. Fixed Grates, Lomington Range. A plentiful supply of water in concrete tank, with other conveniences.—Apply L. MORRIS, Tyne-street. bbox=[423, 299, 552, 380]
ad-title: ANNUAL MEETING. bbox=[440, 752, 536, 762]
ad-text: SECTION 6, BLOCK 9, Otepopo District, containing about 80 Acres. For particulars, &c., apply to bbox=[285, 185, 415, 210]
ad-signature: H. ALEXANDER, Working Jeweller, Itchen-st., Oamaru. bbox=[703, 146, 823, 163]
ad-text: At 1 o'clock. bbox=[191, 104, 233, 113]
ad-text: On the Premises, Test-street. At 12 o'clock. A. H. MAUDE has received instructions from W. Christie, Esq. (in consequence of leaving Oamaru), to sell by public auction, at above time and place— All that VALUABLE FREEHOLD PROPERTY, being Sections 9 and 10, Block 1, Test-street, on which is erected a HANDSOME AND SUBSTANTIAL DWELLING HOUSE of Ten Rooms, containing 12 Rooms, Lathed and Plastered throughout. Also, Outbuildings, consisting of Wash-house, with Boiler and Wash-tubs, Laundry, Storeroom, Coal Shed, &c. Large Concrete Tank. Also, LEASEHOLD of SECTIONS 7, 8, and 11, BLOCK 30, the whole laid out as a Garden, and Planted with Choice Trees and Shrubs. The above property is, without doubt, the finest residential site in Oamaru, commanding an unrivalled view of the town, bay, and surrounding country, while thoroughly protected from the cold southerly winds. Also— At same time and place, all HIS VALUABLE HOUSEHOLD FURNITURE, Consisting of— 1 Piano by Broadwood, Tables, Chairs, Sideboard, Bedsteads and Bedding, Chiffoniers, Chests Drawers, Washstands, Fenders, Fire-irons, Dining-room Suites in Mahogany and Hair-cloth; also, Drawing-room ditto in Walnut, covered with green and gold repp; Clocks and Ornaments, Carpets, Rugs, Crockery, Glassware, Kitchen Utensils, &c., &c. bbox=[147, 547, 277, 880]
ad-text: ALL CLAIMS AGAINST the assigned Estate of THOMAS SNOW, of Duntroon, must be lodged with the undersigned, duly proven, on or before the 6th day of SEPTEMBER NEXT, otherwise they will not be recognised. bbox=[10, 1312, 139, 1371]
ad-signature: A. H. MAUDE, Auctioneer. bbox=[186, 879, 277, 888]
ad-auction-2 bbox=[148, 241, 277, 403]
signer-name: R. Garland bbox=[76, 1232, 113, 1241]
ad-wanted: WANTED TO SELL—SEED POTATOES, of different sorts.—J. CURRIE, Coal and Chaff Store, Thames-street. bbox=[423, 126, 552, 165]
signer-name: James Harrell bbox=[10, 1116, 57, 1125]
fare-row-value: 15s bbox=[954, 996, 967, 1005]
ad-title: FOR SALE, bbox=[312, 232, 387, 244]
steamship-icon bbox=[846, 848, 956, 874]
ad-title: POSTPONEMENT OF SALE. bbox=[162, 251, 263, 271]
ad-cheap-fares bbox=[837, 951, 967, 1033]
ad-title: SCHOOL OF COOKERY. bbox=[294, 875, 406, 885]
signer-name: James Johnston bbox=[10, 1157, 63, 1166]
ad-text: THAMES-STREET, Next to Gabites'. bbox=[755, 420, 825, 437]
royal-arms-icon: V. R. bbox=[333, 342, 366, 354]
ad-text: THE undersigned, having commenced business in Oamaru, is prepared to undertake ELECTRO-GILDING in all its Branches. Old Plated Service Salvers, &c., Regilded on the shortest notice, at Melbourne prices. bbox=[698, 88, 828, 146]
ad-anderson bbox=[699, 441, 828, 530]
ad-title: REMOVAL. bbox=[875, 305, 928, 315]
fare-row-value: 10s bbox=[954, 987, 967, 996]
